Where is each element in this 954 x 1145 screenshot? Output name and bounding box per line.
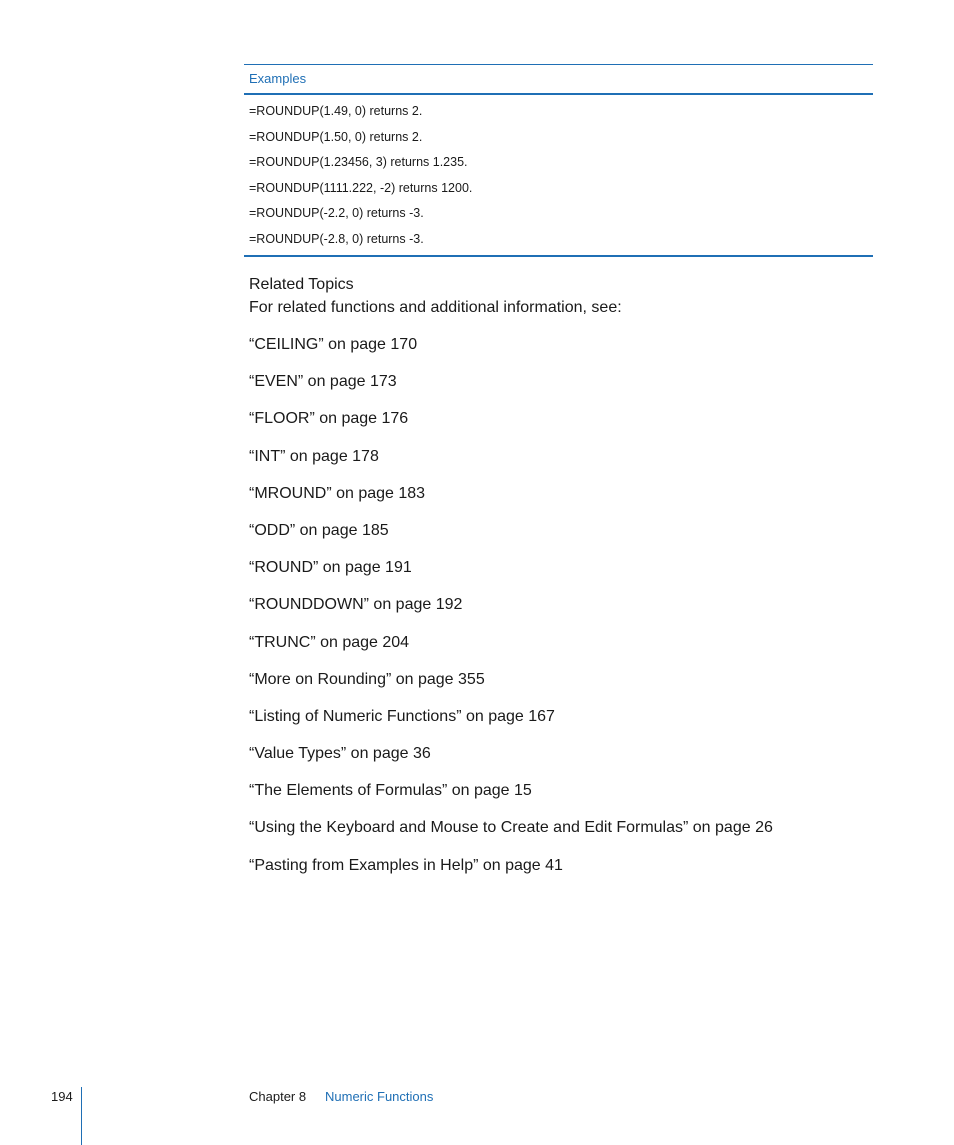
related-topic-link[interactable]: “Listing of Numeric Functions” on page 167 xyxy=(249,707,555,725)
related-topic-link[interactable]: “Value Types” on page 36 xyxy=(249,745,431,763)
footer-chapter-label: Chapter 8 xyxy=(249,1089,307,1104)
example-row: =ROUNDUP(-2.8, 0) returns -3. xyxy=(249,231,424,246)
related-topic-link[interactable]: “ODD” on page 185 xyxy=(249,521,389,539)
related-topics-list xyxy=(249,334,773,892)
related-topic-link[interactable]: “FLOOR” on page 176 xyxy=(249,410,409,428)
related-topics-heading: Related Topics xyxy=(249,276,354,293)
example-row: =ROUNDUP(1.23456, 3) returns 1.235. xyxy=(249,155,468,170)
related-topic-link[interactable]: “Pasting from Examples in Help” on page 41 xyxy=(249,856,563,874)
related-topic-link[interactable]: “MROUND” on page 183 xyxy=(249,484,426,502)
related-topic-link[interactable]: “TRUNC” on page 204 xyxy=(249,633,410,651)
examples-list xyxy=(244,95,873,253)
related-topic-link[interactable]: “CEILING” on page 170 xyxy=(249,336,418,353)
example-row: =ROUNDUP(-2.2, 0) returns -3. xyxy=(249,206,424,221)
related-topic-link[interactable]: “INT” on page 178 xyxy=(249,447,379,465)
examples-table xyxy=(244,64,873,257)
related-topic-link[interactable]: “The Elements of Formulas” on page 15 xyxy=(249,782,532,800)
footer-chapter-title: Numeric Functions xyxy=(325,1089,434,1104)
example-row: =ROUNDUP(1.49, 0) returns 2. xyxy=(249,104,423,118)
related-topics-intro: For related functions and additional information, see: xyxy=(249,299,622,316)
related-topic-link[interactable]: “EVEN” on page 173 xyxy=(249,373,397,391)
related-topic-link[interactable]: “Using the Keyboard and Mouse to Create and Edit Formulas” on page 26 xyxy=(249,819,773,837)
example-row: =ROUNDUP(1111.222, -2) returns 1200. xyxy=(249,180,473,195)
related-topic-link[interactable]: “More on Rounding” on page 355 xyxy=(249,670,485,688)
related-topic-link[interactable]: “ROUNDDOWN” on page 192 xyxy=(249,596,463,614)
footer-divider xyxy=(81,1087,82,1145)
examples-heading: Examples xyxy=(249,71,307,86)
related-topic-link[interactable]: “ROUND” on page 191 xyxy=(249,559,412,577)
page-number: 194 xyxy=(51,1089,73,1104)
example-row: =ROUNDUP(1.50, 0) returns 2. xyxy=(249,129,423,144)
examples-bottom-rule xyxy=(244,255,873,257)
